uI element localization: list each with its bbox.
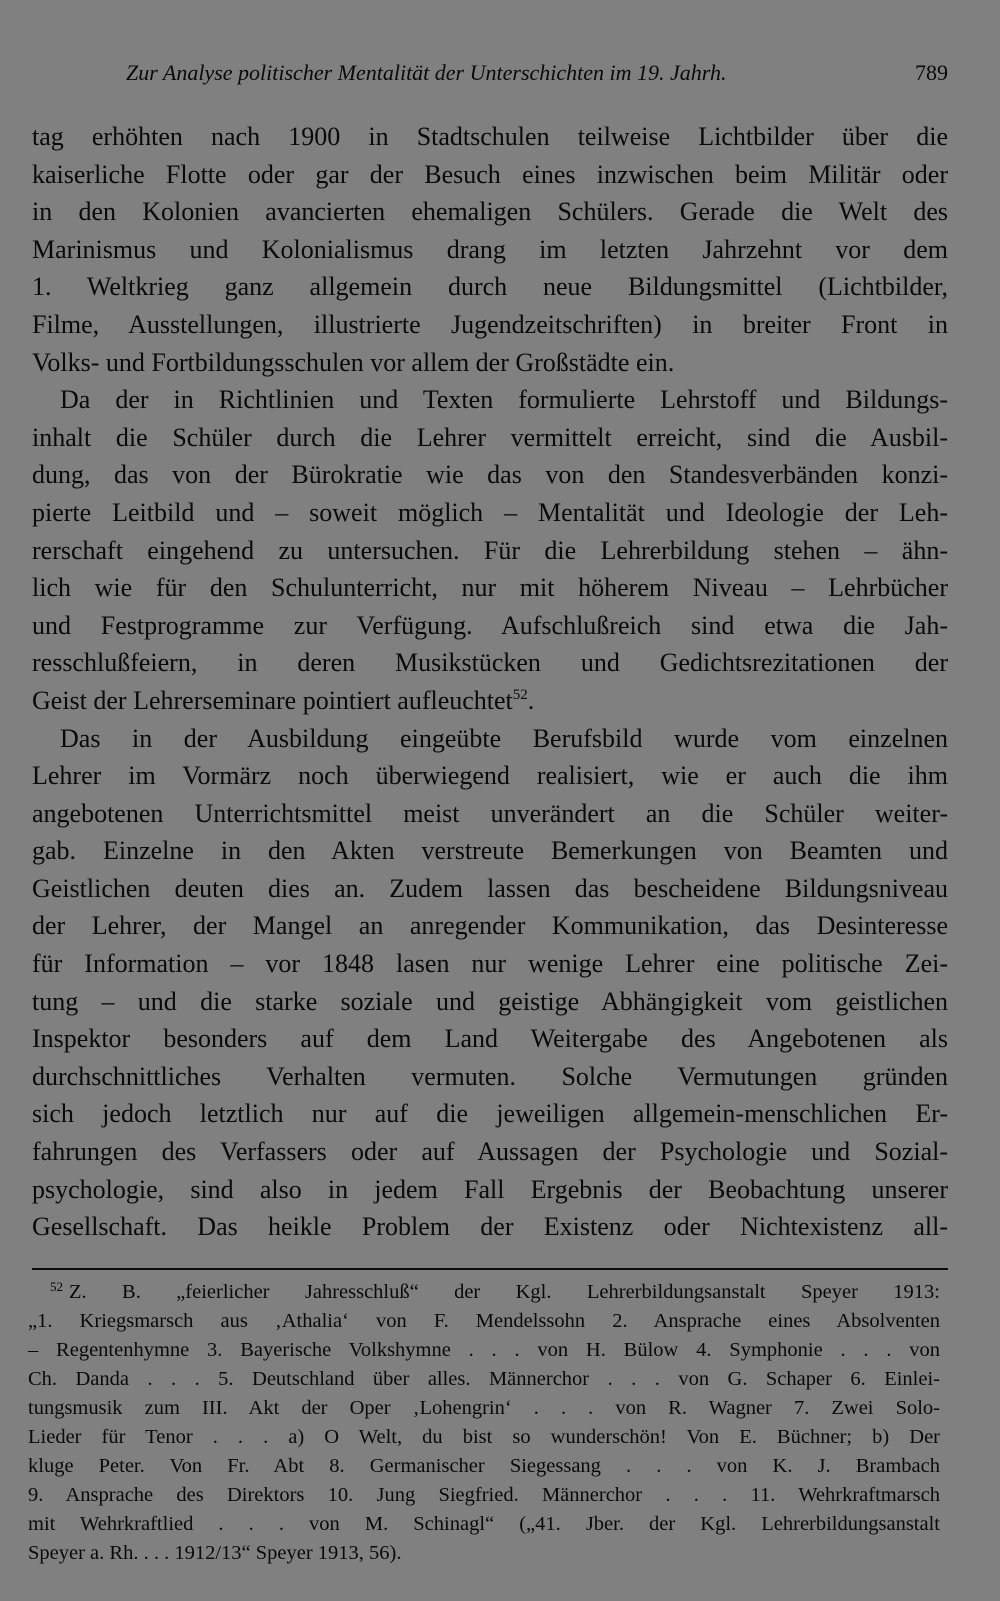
text-line: tag erhöhten nach 1900 in Stadtschulen teilweise Lichtbilder über die [32, 122, 948, 151]
footnote-ref-suffix: . [527, 685, 535, 715]
text-line-with-footnote-ref [32, 682, 948, 720]
text-line: Marinismus und Kolonialismus drang im letzten Jahrzehnt vor dem [32, 234, 948, 264]
body-text [32, 118, 948, 1246]
footnote-line: Speyer a. Rh. . . . 1912/13“ Speyer 1913, 56). [28, 1542, 402, 1564]
running-title: Zur Analyse politischer Mentalität der Unterschichten im 19. Jahrh. [126, 60, 727, 85]
text-line: pierte Leitbild und – soweit möglich – Mentalität und Ideologie der Leh- [32, 497, 948, 527]
footnote-line: kluge Peter. Von Fr. Abt 8. Germanischer Siegessang . . . von K. J. Brambach [28, 1455, 940, 1477]
text-line: Lehrer im Vormärz noch überwiegend realisiert, wie er auch die ihm [32, 761, 948, 791]
text-line: fahrungen des Verfassers oder auf Aussagen der Psychologie und Sozial- [32, 1137, 948, 1167]
text-line: der Lehrer, der Mangel an anregender Kommunikation, das Desinteresse [32, 911, 948, 941]
text-line: durchschnittliches Verhalten vermuten. Solche Vermutungen gründen [32, 1061, 948, 1091]
text-line: Geistlichen deuten dies an. Zudem lassen das bescheidene Bildungsniveau [32, 873, 948, 903]
text-line: sich jedoch letztlich nur auf die jeweiligen allgemein-menschlichen Er- [32, 1099, 948, 1129]
text-line: dung, das von der Bürokratie wie das von den Standesverbänden konzi- [32, 460, 948, 490]
text-line: Da der in Richtlinien und Texten formulierte Lehrstoff und Bildungs- [60, 385, 948, 415]
text-line: lich wie für den Schulunterricht, nur mit höherem Niveau – Lehrbücher [32, 573, 948, 603]
text-line: gab. Einzelne in den Akten verstreute Bemerkungen von Beamten und [32, 836, 948, 866]
footnote-line: Lieder für Tenor . . . a) O Welt, du bist so wunderschön! Von E. Büchner; b) Der [28, 1426, 940, 1448]
text-line: für Information – vor 1848 lasen nur wenige Lehrer eine politische Zei- [32, 949, 948, 979]
text-line: kaiserliche Flotte oder gar der Besuch eines inzwischen beim Militär oder [32, 159, 948, 189]
text-line: Gesellschaft. Das heikle Problem der Existenz oder Nichtexistenz all- [32, 1212, 948, 1242]
text-line: Filme, Ausstellungen, illustrierte Jugendzeitschriften) in breiter Front in [32, 309, 948, 339]
text-line: Geist der Lehrerseminare pointiert aufleuchtet [32, 685, 513, 715]
footnote-divider [32, 1268, 948, 1270]
text-line: inhalt die Schüler durch die Lehrer vermittelt erreicht, sind die Ausbil- [32, 422, 948, 452]
page-header [120, 60, 948, 94]
footnote-line: – Regentenhymne 3. Bayerische Volkshymne . . . von H. Bülow 4. Symphonie . . . von [28, 1339, 940, 1361]
footnote-line: „1. Kriegsmarsch aus ‚Athalia‘ von F. Mendelssohn 2. Ansprache eines Absolventen [28, 1310, 940, 1332]
footnote-line: Ch. Danda . . . 5. Deutschland über alles. Männerchor . . . von G. Schaper 6. Einlei- [28, 1368, 940, 1390]
footnote-line: 9. Ansprache des Direktors 10. Jung Siegfried. Männerchor . . . 11. Wehrkraftmarsch [28, 1484, 940, 1506]
text-line: Das in der Ausbildung eingeübte Berufsbild wurde vom einzelnen [60, 723, 948, 753]
footnote-line: mit Wehrkraftlied . . . von M. Schinagl“ („41. Jber. der Kgl. Lehrerbildungsanstalt [28, 1513, 940, 1535]
footnote-reference: 52 [512, 686, 528, 703]
text-line: Volks- und Fortbildungsschulen vor allem der Großstädte ein. [32, 347, 675, 377]
footnote [28, 1278, 940, 1568]
text-line: resschlußfeiern, in deren Musikstücken und Gedichtsrezitationen der [32, 648, 948, 678]
text-line: 1. Weltkrieg ganz allgemein durch neue Bildungsmittel (Lichtbilder, [32, 272, 948, 302]
text-line: und Festprogramme zur Verfügung. Aufschlußreich sind etwa die Jah- [32, 610, 948, 640]
footnote-line-text: Z. B. „feierlicher Jahresschluß“ der Kgl. Lehrerbildungsanstalt Speyer 1913: [69, 1281, 940, 1303]
footnote-line [28, 1278, 940, 1307]
footnote-number: 52 [50, 1279, 63, 1294]
text-line: tung – und die starke soziale und geistige Abhängigkeit vom geistlichen [32, 986, 948, 1016]
text-line: angebotenen Unterrichtsmittel meist unverändert an die Schüler weiter- [32, 798, 948, 828]
text-line: psychologie, sind also in jedem Fall Ergebnis der Beobachtung unserer [32, 1174, 948, 1204]
text-line: rerschaft eingehend zu untersuchen. Für die Lehrerbildung stehen – ähn- [32, 535, 948, 565]
text-line: in den Kolonien avancierten ehemaligen Schülers. Gerade die Welt des [32, 197, 948, 227]
footnote-line: tungsmusik zum III. Akt der Oper ‚Lohengrin‘ . . . von R. Wagner 7. Zwei Solo- [28, 1397, 940, 1419]
text-line: Inspektor besonders auf dem Land Weitergabe des Angebotenen als [32, 1024, 948, 1054]
page-number: 789 [915, 60, 948, 85]
